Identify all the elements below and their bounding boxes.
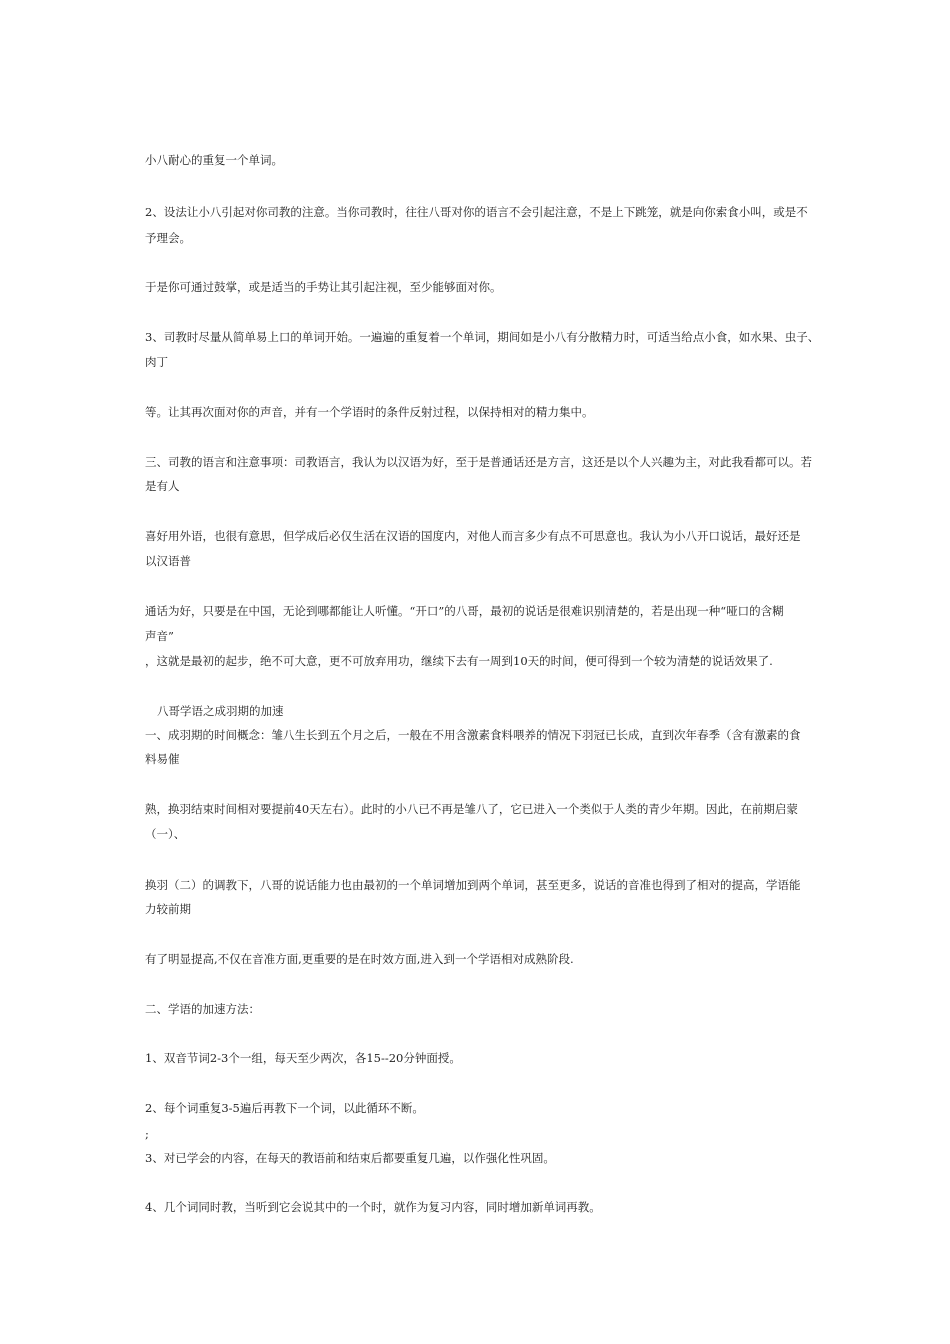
text-line: 4、几个词同时教，当听到它会说其中的一个时，就作为复习内容，同时增加新单词再教。 (145, 1200, 601, 1214)
text-line: 熟，换羽结束时间相对要提前40天左右）。此时的小八已不再是雏八了，它已进入一个类似于人类的青少年期。因此，在前期启蒙 (145, 802, 798, 816)
section-heading: 八哥学语之成羽期的加速 (157, 704, 284, 718)
text-line: （一）、 (145, 827, 186, 841)
text-line: 于是你可通过鼓掌，或是适当的手势让其引起注视，至少能够面对你。 (145, 280, 502, 294)
text-line: 声音” (145, 629, 174, 643)
text-line: 力较前期 (145, 902, 191, 916)
text-line: 三、司教的语言和注意事项：司教语言，我认为以汉语为好，至于是普通话还是方言，这还是以个人兴趣为主，对此我看都可以。若 (145, 455, 812, 469)
text-line: 是有人 (145, 479, 180, 493)
text-line: 以汉语普 (145, 554, 191, 568)
text-line: 2、设法让小八引起对你司教的注意。当你司教时，往往八哥对你的语言不会引起注意，不是上下跳笼，就是向你索食小叫，或是不 (145, 205, 808, 219)
text-line: 一、成羽期的时间概念：雏八生长到五个月之后，一般在不用含激素食料喂养的情况下羽冠已长成，直到次年春季（含有激素的食 (145, 728, 801, 742)
text-line: 有了明显提高,不仅在音准方面,更重要的是在时效方面,进入到一个学语相对成熟阶段. (145, 952, 574, 966)
text-line: 小八耐心的重复一个单词。 (145, 153, 283, 167)
text-line: 等。让其再次面对你的声音，并有一个学语时的条件反射过程，以保持相对的精力集中。 (145, 405, 594, 419)
text-line: 二、学语的加速方法： (145, 1002, 260, 1016)
text-line: 2、每个词重复3-5遍后再教下一个词，以此循环不断。 (145, 1101, 424, 1115)
text-line: 肉丁 (145, 355, 168, 369)
text-line: ，这就是最初的起步，绝不可大意，更不可放弃用功，继续下去有一周到10天的时间，便可得到一个较为清楚的说话效果了. (145, 654, 773, 668)
text-line: 换羽（二）的调教下，八哥的说话能力也由最初的一个单词增加到两个单词，甚至更多，说话的音准也得到了相对的提高，学语能 (145, 878, 801, 892)
text-line: 3、司教时尽量从简单易上口的单词开始。一遍遍的重复着一个单词，期间如是小八有分散精力时，可适当给点小食，如水果、虫子、 (145, 330, 820, 344)
text-line: 3、对已学会的内容，在每天的教语前和结束后都要重复几遍，以作强化性巩固。 (145, 1151, 555, 1165)
text-line: 予理会。 (145, 231, 191, 245)
text-line: 喜好用外语，也很有意思，但学成后必仅生活在汉语的国度内，对他人而言多少有点不可思意也。我认为小八开口说话，最好还是 (145, 529, 801, 543)
text-line: ; (145, 1127, 149, 1141)
text-line: 1、双音节词2-3个一组，每天至少两次，各15--20分钟面授。 (145, 1051, 461, 1065)
text-line: 通话为好，只要是在中国，无论到哪都能让人听懂。“开口”的八哥，最初的说话是很难识别清楚的，若是出现一种“哑口的含糊 (145, 604, 784, 618)
text-line: 料易催 (145, 752, 180, 766)
